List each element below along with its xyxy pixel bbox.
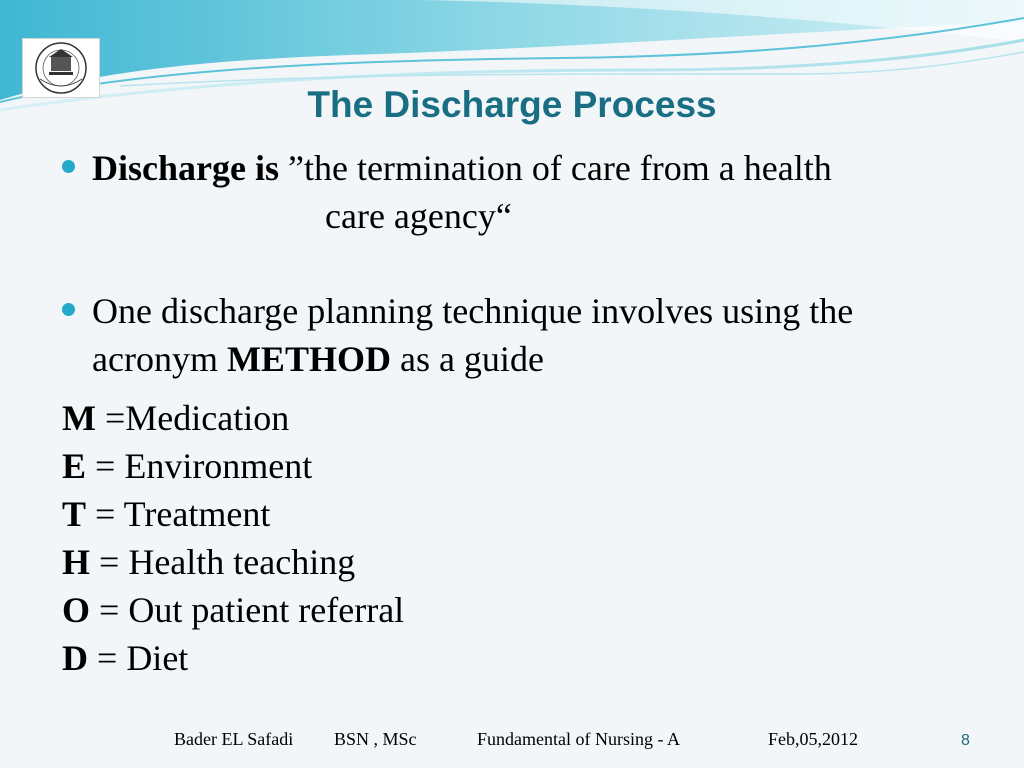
acronym-separator: =	[86, 446, 125, 486]
definition-line-2: care agency“	[325, 196, 512, 236]
acronym-letter: O	[62, 590, 91, 630]
bullet-discharge-definition	[62, 144, 942, 240]
acronym-meaning: Out patient referral	[128, 590, 405, 630]
term-label: Discharge is	[92, 148, 279, 188]
acronym-meaning: Medication	[125, 398, 290, 438]
acronym-letter: T	[62, 494, 87, 534]
acronym-row-m	[62, 394, 404, 442]
bullet-icon	[62, 160, 75, 173]
bullet-method-technique	[62, 287, 942, 383]
acronym-word: METHOD	[226, 339, 391, 379]
slide-footer	[174, 729, 858, 750]
acronym-row-d	[62, 634, 404, 682]
footer-author: Bader EL Safadi	[174, 729, 294, 749]
technique-text-end: as a guide	[390, 339, 544, 379]
acronym-letter: D	[62, 638, 88, 678]
acronym-row-t	[62, 490, 404, 538]
acronym-letter: M	[62, 398, 96, 438]
footer-date: Feb,05,2012	[768, 729, 858, 749]
slide-title: The Discharge Process	[307, 84, 717, 125]
acronym-separator: =	[95, 398, 126, 438]
method-acronym-list	[62, 394, 404, 682]
bullet-icon	[62, 303, 75, 316]
acronym-meaning: Treatment	[123, 494, 271, 534]
acronym-separator: =	[90, 542, 129, 582]
acronym-meaning: Health teaching	[128, 542, 356, 582]
acronym-row-h	[62, 538, 404, 586]
acronym-separator: =	[90, 590, 129, 630]
footer-course: Fundamental of Nursing - A	[477, 729, 680, 749]
acronym-row-e	[62, 442, 404, 490]
slide-page-number: 8	[961, 732, 970, 749]
acronym-separator: =	[88, 638, 127, 678]
acronym-letter: H	[62, 542, 91, 582]
acronym-meaning: Environment	[124, 446, 313, 486]
technique-text: One discharge planning technique involves using the acronym	[92, 291, 854, 379]
definition-line-1: ”the termination of care from a health	[278, 148, 832, 188]
acronym-meaning: Diet	[126, 638, 189, 678]
acronym-letter: E	[62, 446, 87, 486]
acronym-separator: =	[86, 494, 124, 534]
acronym-row-o	[62, 586, 404, 634]
footer-degree: BSN , MSc	[334, 729, 417, 749]
